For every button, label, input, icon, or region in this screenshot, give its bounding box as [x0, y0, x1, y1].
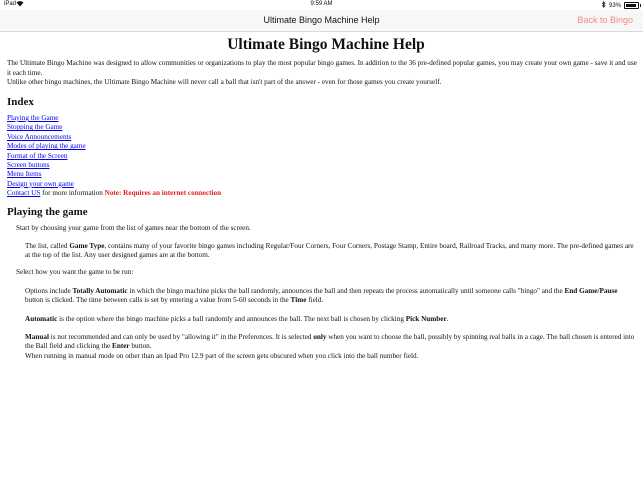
help-content[interactable]: [7, 31, 637, 382]
enter-term: Enter: [112, 342, 130, 351]
battery-icon: [624, 2, 639, 9]
contact-text: for more information: [40, 189, 105, 198]
totally-automatic-term: Totally Automatic: [72, 286, 128, 295]
intro: [7, 59, 637, 87]
bluetooth-icon: [601, 1, 606, 10]
nav-title: Ultimate Bingo Machine Help: [263, 15, 380, 25]
contact-us-link[interactable]: Contact US: [7, 189, 41, 198]
internet-note: Note: Requires an internet connection: [104, 189, 222, 198]
status-bar: [0, 0, 643, 10]
battery-percent: 93%: [608, 2, 621, 9]
index-link-modes-of-playing[interactable]: Modes of playing the game: [7, 142, 86, 151]
manual-paragraph: [25, 333, 637, 352]
text-span: .: [446, 314, 449, 323]
automatic-term: Automatic: [25, 314, 58, 323]
text-span: is the option where the bingo machine picks a ball randomly and announces the ball. The next ball is chosen by clicking: [57, 314, 406, 323]
navigation-bar: [0, 10, 643, 32]
manual-mode-note: When running in manual mode on other than an Ipad Pro 12.9 part of the screen gets obscured when you click into the ball number field.: [25, 351, 419, 360]
pick-number-term: Pick Number: [405, 314, 447, 323]
game-type-paragraph: [25, 242, 637, 261]
text-span: The list, called: [25, 241, 70, 250]
time-term: Time: [290, 296, 307, 305]
index-heading: Index: [7, 95, 34, 108]
index-list: [7, 114, 637, 199]
page-title: Ultimate Bingo Machine Help: [227, 36, 425, 53]
intro-paragraph-2: Unlike other bingo machines, the Ultimate Bingo Machine will never call a ball that isn't part of the answer - even for those games you create yourself.: [7, 78, 442, 87]
end-game-pause-term: End Game/Pause: [564, 286, 618, 295]
text-span: when you want to choose the ball, possibly by spinning real balls in a cage. The ball chosen is entered into the Ball field and clicking the: [25, 332, 635, 351]
text-span: button.: [129, 342, 152, 351]
only-term: only: [313, 332, 327, 341]
automatic-paragraph: [25, 315, 637, 324]
text-span: button is clicked. The time between calls is set by entering a value from 5-60 seconds in the: [25, 296, 291, 305]
index-link-design-your-own-game[interactable]: Design your own game: [7, 179, 74, 188]
status-time: 9:59 AM: [310, 1, 333, 7]
contact-row: [7, 189, 637, 198]
text-span: field.: [306, 296, 324, 305]
manual-term: Manual: [25, 332, 49, 341]
text-span: , contains many of your favorite bingo games including Regular/Four Corners, Four Corners, Postage Stamp, Entire board, Railroad Tracks, and many more. The pre-defined games are at the top of the list. Any user designed games are at the bottom.: [25, 241, 634, 259]
index-link-playing-the-game[interactable]: Playing the Game: [7, 114, 59, 123]
index-link-format-of-screen[interactable]: Format of the Screen: [7, 151, 68, 160]
select-mode-paragraph: Select how you want the game to be run:: [16, 268, 134, 277]
intro-paragraph-1: The Ultimate Bingo Machine was designed to allow communities or organizations to play the most popular bingo games. In addition to the 36 pre-defined popular games, you may create your own game - save it and use it each time.: [7, 59, 637, 77]
blank-area: [0, 382, 643, 482]
text-span: in which the bingo machine picks the ball randomly, announces the ball and then repeats the process automatically until someone calls "bingo" and the: [127, 286, 565, 295]
playing-paragraph-1: Start by choosing your game from the list of games near the bottom of the screen.: [16, 224, 251, 233]
playing-the-game-heading: Playing the game: [7, 205, 88, 218]
back-to-bingo-button[interactable]: Back to Bingo: [577, 15, 633, 25]
text-span: Options include: [25, 286, 73, 295]
index-link-screen-buttons[interactable]: Screen buttons: [7, 161, 50, 170]
index-link-menu-items[interactable]: Menu Items: [7, 170, 42, 179]
index-link-voice-announcements[interactable]: Voice Announcements: [7, 132, 72, 141]
status-right: [601, 1, 639, 10]
text-span: is not recommended and can only be used by "allowing it" in the Preferences. It is selected: [48, 332, 314, 341]
game-type-term: Game Type: [69, 241, 105, 250]
options-paragraph: [25, 287, 637, 306]
device-label: iPad: [4, 1, 17, 7]
index-link-stopping-the-game[interactable]: Stopping the Game: [7, 123, 63, 132]
